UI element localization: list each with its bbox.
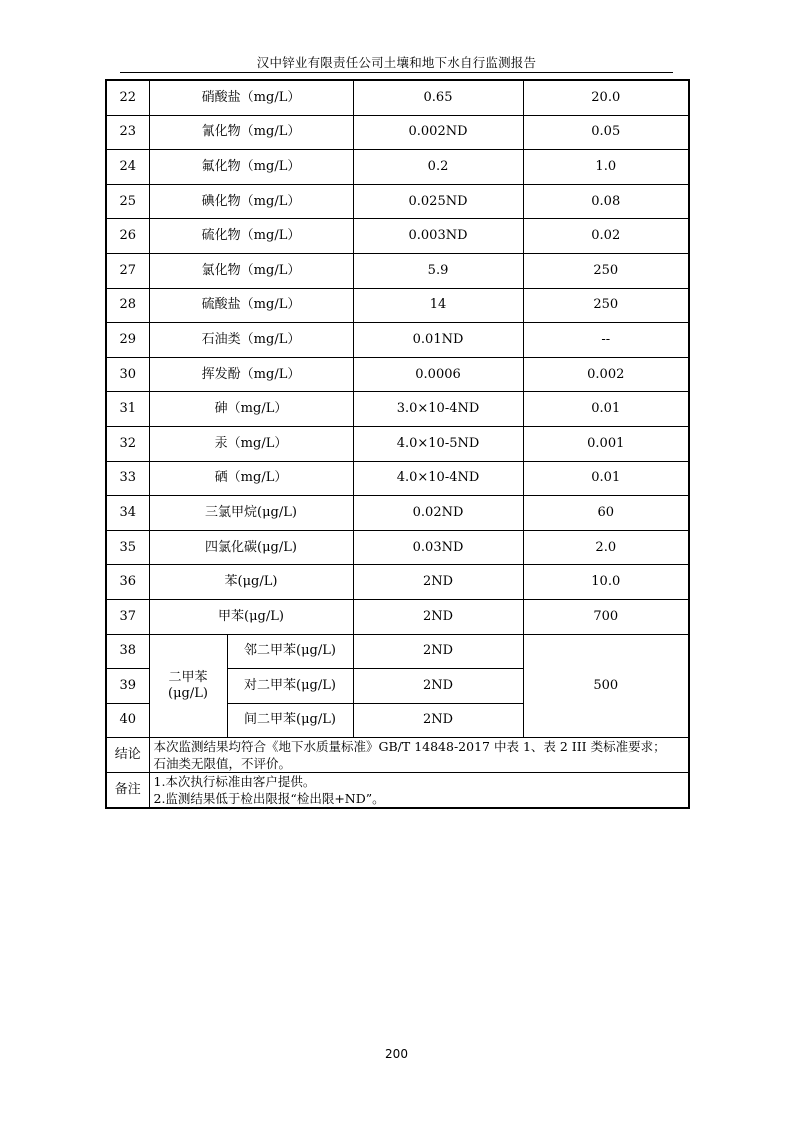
standard-value: 0.08: [523, 184, 689, 219]
xylene-group-label: [149, 634, 227, 738]
row-number: 30: [106, 357, 149, 392]
standard-value: 2.0: [523, 530, 689, 565]
standard-value: 0.05: [523, 115, 689, 150]
row-number: 36: [106, 565, 149, 600]
standard-value: 0.01: [523, 461, 689, 496]
table-row: [106, 323, 689, 358]
row-number: 27: [106, 253, 149, 288]
table-row: [106, 565, 689, 600]
item-name: 汞（mg/L）: [149, 426, 353, 461]
item-name: 硝酸盐（mg/L）: [149, 80, 353, 115]
standard-value: 0.001: [523, 426, 689, 461]
standard-value: 1.0: [523, 150, 689, 185]
row-number: 28: [106, 288, 149, 323]
conclusion-line-1: 本次监测结果均符合《地下水质量标准》GB/T 14848-2017 中表 1、表 2 III 类标准要求；: [153, 739, 666, 755]
conclusion-text: [149, 738, 689, 773]
row-number: 31: [106, 392, 149, 427]
row-number: 40: [106, 703, 149, 738]
item-name: 氯化物（mg/L）: [149, 253, 353, 288]
table-body: [106, 80, 689, 808]
table-row: [106, 530, 689, 565]
page-number: 200: [385, 1047, 408, 1061]
result-value: 4.0×10-4ND: [353, 461, 523, 496]
remarks-row: [106, 773, 689, 809]
item-name: 邻二甲苯(μg/L): [227, 634, 353, 669]
remarks-text: [149, 773, 689, 809]
standard-value: 700: [523, 599, 689, 634]
row-number: 25: [106, 184, 149, 219]
table-row: [106, 253, 689, 288]
row-number: 29: [106, 323, 149, 358]
standard-value: 0.02: [523, 219, 689, 254]
result-value: 0.65: [353, 80, 523, 115]
standard-value: 250: [523, 288, 689, 323]
item-name: 石油类（mg/L）: [149, 323, 353, 358]
row-number: 22: [106, 80, 149, 115]
result-value: 2ND: [353, 599, 523, 634]
item-name: 碘化物（mg/L）: [149, 184, 353, 219]
item-name: 硒（mg/L）: [149, 461, 353, 496]
result-value: 0.025ND: [353, 184, 523, 219]
xylene-group-label-line2: (μg/L): [168, 685, 208, 701]
row-number: 34: [106, 496, 149, 531]
result-value: 0.02ND: [353, 496, 523, 531]
result-value: 0.01ND: [353, 323, 523, 358]
standard-value: 10.0: [523, 565, 689, 600]
standard-value: 20.0: [523, 80, 689, 115]
table-row: [106, 392, 689, 427]
table-row: [106, 288, 689, 323]
item-name: 氰化物（mg/L）: [149, 115, 353, 150]
result-value: 0.002ND: [353, 115, 523, 150]
standard-value: 60: [523, 496, 689, 531]
item-name: 对二甲苯(μg/L): [227, 669, 353, 704]
table-row: [106, 115, 689, 150]
table-row: [106, 357, 689, 392]
row-number: 26: [106, 219, 149, 254]
conclusion-label: 结论: [106, 738, 149, 773]
standard-value: --: [523, 323, 689, 358]
row-number: 33: [106, 461, 149, 496]
item-name: 三氯甲烷(μg/L): [149, 496, 353, 531]
result-value: 0.03ND: [353, 530, 523, 565]
remarks-line-1: 1.本次执行标准由客户提供。: [153, 774, 316, 790]
item-name: 硫化物（mg/L）: [149, 219, 353, 254]
table-row: [106, 461, 689, 496]
row-number: 23: [106, 115, 149, 150]
table-row: [106, 219, 689, 254]
monitoring-results-table: [105, 79, 690, 809]
result-value: 2ND: [353, 565, 523, 600]
table-row: [106, 634, 689, 669]
row-number: 37: [106, 599, 149, 634]
header-rule: [120, 72, 673, 73]
conclusion-line-2: 石油类无限值，不评价。: [153, 756, 292, 772]
result-value: 2ND: [353, 669, 523, 704]
standard-value: 0.01: [523, 392, 689, 427]
row-number: 35: [106, 530, 149, 565]
standard-value: 0.002: [523, 357, 689, 392]
result-value: 4.0×10-5ND: [353, 426, 523, 461]
result-value: 5.9: [353, 253, 523, 288]
item-name: 甲苯(μg/L): [149, 599, 353, 634]
standard-value: 250: [523, 253, 689, 288]
row-number: 38: [106, 634, 149, 669]
table-row: [106, 184, 689, 219]
item-name: 砷（mg/L）: [149, 392, 353, 427]
result-value: 0.2: [353, 150, 523, 185]
result-value: 0.0006: [353, 357, 523, 392]
item-name: 间二甲苯(μg/L): [227, 703, 353, 738]
remarks-line-2: 2.监测结果低于检出限报“检出限+ND”。: [153, 791, 385, 807]
result-value: 2ND: [353, 634, 523, 669]
result-value: 14: [353, 288, 523, 323]
item-name: 硫酸盐（mg/L）: [149, 288, 353, 323]
result-value: 0.003ND: [353, 219, 523, 254]
item-name: 挥发酚（mg/L）: [149, 357, 353, 392]
conclusion-row: [106, 738, 689, 773]
result-value: 3.0×10-4ND: [353, 392, 523, 427]
table-row: [106, 80, 689, 115]
table-row: [106, 496, 689, 531]
row-number: 39: [106, 669, 149, 704]
item-name: 四氯化碳(μg/L): [149, 530, 353, 565]
result-value: 2ND: [353, 703, 523, 738]
row-number: 24: [106, 150, 149, 185]
table-row: [106, 426, 689, 461]
item-name: 氟化物（mg/L）: [149, 150, 353, 185]
table-row: [106, 599, 689, 634]
table-row: [106, 150, 689, 185]
item-name: 苯(μg/L): [149, 565, 353, 600]
row-number: 32: [106, 426, 149, 461]
remarks-label: 备注: [106, 773, 149, 809]
xylene-group-label-line1: 二甲苯: [168, 669, 208, 685]
report-header-title: 汉中锌业有限责任公司土壤和地下水自行监测报告: [256, 55, 537, 70]
xylene-standard-value: 500: [523, 634, 689, 738]
